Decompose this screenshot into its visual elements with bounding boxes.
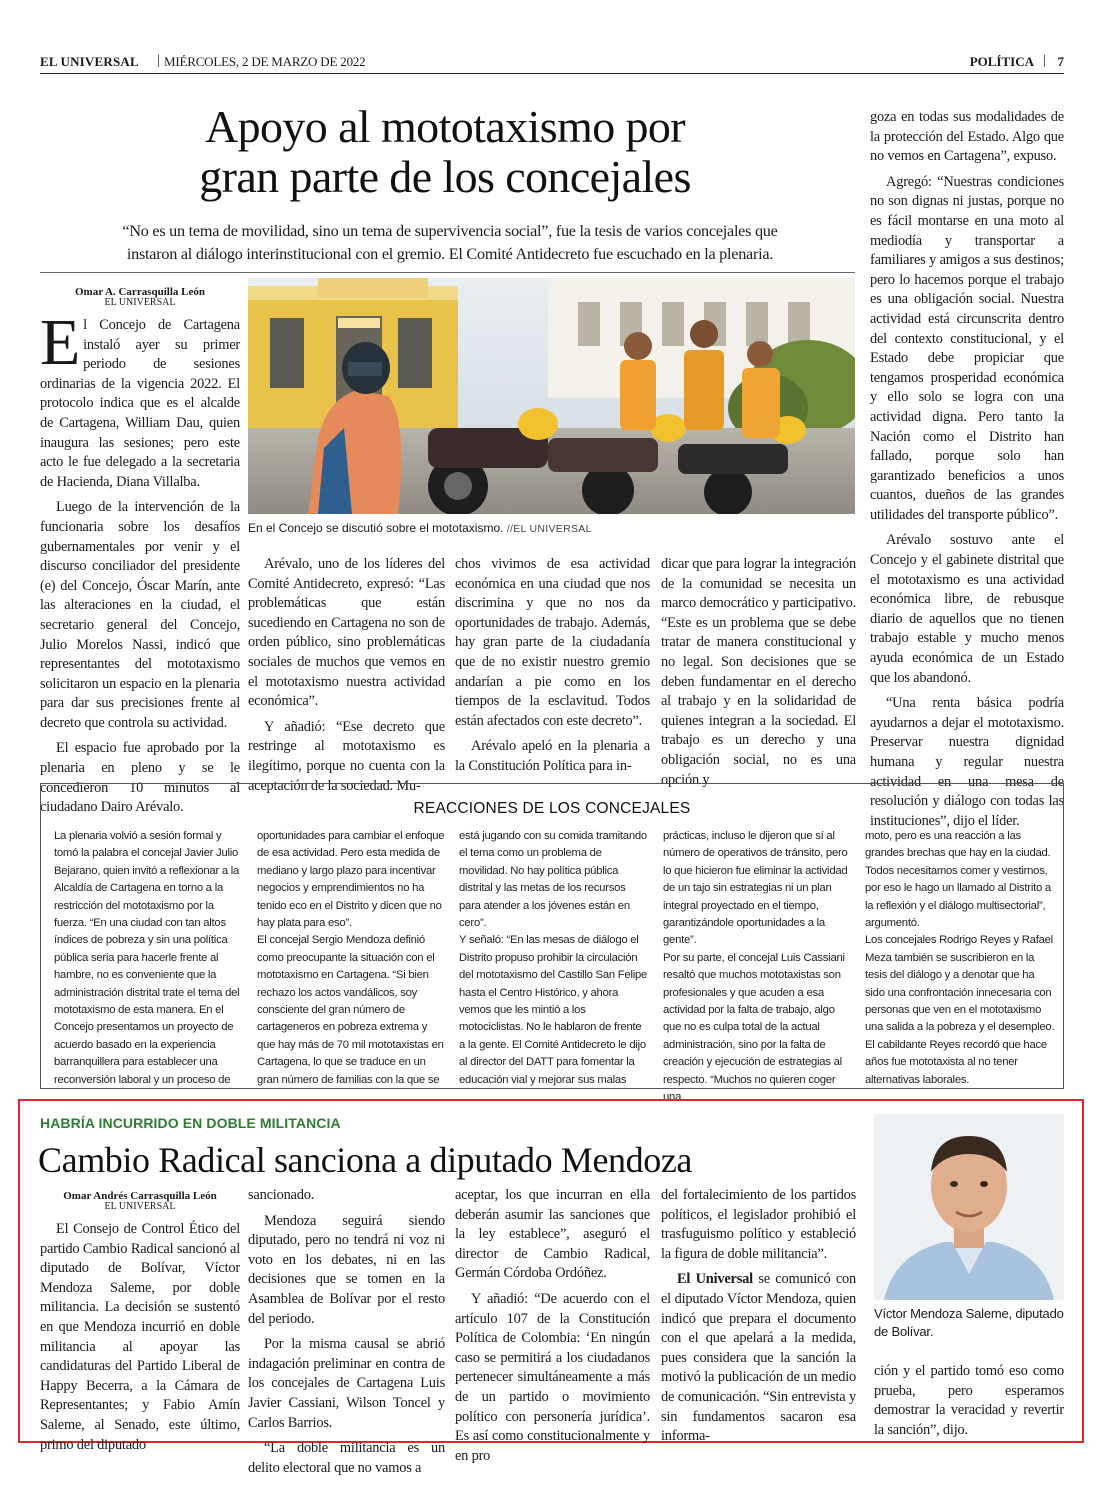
- byline-outlet: EL UNIVERSAL: [104, 297, 176, 308]
- paragraph: está jugando con su comida tramitando el tema como un problema de movilidad. No hay política pública distrital y las metas de los recursos para atender a los jóvenes están en cero”.: [459, 830, 647, 930]
- paragraph: Los concejales Rodrigo Reyes y Rafael Meza también se suscribieron en la tesis del diálogo y a denotar que ha sido una confrontación innecesaria con personas que ven en el mototaxismo una salida a la pobreza y el desempleo. El cabildante Reyes recordó que hace años fue mototaxista al no tener alternativas laborales.: [865, 934, 1055, 1086]
- reactions-column-1: [54, 828, 244, 1089]
- second-column-3: [455, 1186, 650, 1466]
- deck-line-2: instaron al diálogo interinstitucional con el gremio. El Comité Antidecreto fue escuchado en la plenaria.: [126, 245, 774, 263]
- page-header: [40, 52, 1064, 74]
- paragraph: moto, pero es una reacción a las grandes brechas que hay en la ciudad. Todos necesitamos comer y vestirnos, por eso le hago un llamado al Distrito a la reflexión y el diálogo multisectorial”, argumentó.: [865, 830, 1051, 930]
- caption-text: En el Concejo se discutió sobre el mototaxismo.: [248, 521, 504, 535]
- main-column-2: [248, 555, 445, 796]
- reactions-column-5: [865, 828, 1055, 1089]
- paragraph: “Una renta básica podría ayudarnos a dejar el mototaxismo. Preservar nuestra dignidad humana y regular nuestra actividad en una mesa de resolución y diálogo con todas las instituciones”, dijo el líder.: [870, 695, 1064, 829]
- header-divider: |: [157, 53, 160, 68]
- paragraph: Arévalo apeló en la plenaria a la Constitución Política para in-: [455, 738, 650, 774]
- paragraph: Arévalo sostuvo ante el Concejo y el gabinete distrital que el mototaxismo es una actividad económica libre, de rebusque diario de aquellos que no tienen trabajo estable y mucho menos ayuda económica de un Estado que los abandonó.: [870, 532, 1064, 686]
- diputado-portrait: [874, 1114, 1064, 1300]
- main-photo-caption: [248, 520, 855, 537]
- paragraph: El concejal Sergio Mendoza definió como preocupante la situación con el mototaxismo en Cartagena. “Si bien rechazo los actos vandálicos, soy consciente del gran número de cartageneros en pobreza extrema y que hay más de 70 mil mototaxistas en Cartagena, lo que se traduce en un gran número de familias con la que se: [257, 934, 444, 1086]
- paragraph: dicar que para lograr la integración de la comunidad se necesita un marco democrático y participativo. “Este es un problema que se debe tratar de manera constitucional y no legal. Son decisiones que se deben fundamentar en el derecho al trabajo y en la solidaridad de quienes integran a la sociedad. El trabajo es un derecho y una obligación social, no es una opción y: [661, 556, 856, 788]
- paragraph: del fortalecimiento de los partidos políticos, el legislador prohibió el trasfuguismo político y estableció la figura de doble militancia”.: [661, 1187, 856, 1262]
- byline-outlet: EL UNIVERSAL: [104, 1201, 176, 1212]
- paragraph: Agregó: “Nuestras condiciones no son dignas ni justas, porque no es fácil montarse en una moto al mediodía y transportar a familiares y amigos a sus destinos; pero lo hacemos porque el trabajo es una obligación social. Nuestra actividad está circunscrita dentro del contexto constitucional, y el Estado debe propiciar que tengamos prosperidad económica y ello solo se logra con una actividad digna. Pero tanto la Nación como el Distrito han fallado, porque solo han garantizado beneficios a unos cuantos, dueños de las grandes utilidades del transporte público”.: [870, 173, 1064, 523]
- photo-credit: //EL UNIVERSAL: [506, 523, 592, 535]
- deck-rule: [40, 272, 855, 273]
- paragraph: Luego de la intervención de la funcionaria sobre los desafíos gubernamentales por venir y el discurso conciliador del presidente (e) del Concejo, Óscar Marín, ante las alteraciones en la ciudad, el secretario general del Concejo, Julio Morelos Nassi, indicó que representantes del mototaxismo solicitaron un espacio en la plenaria para dar sus precisiones frente al decreto que controla su actividad.: [40, 499, 240, 731]
- main-headline: [40, 102, 850, 202]
- paragraph: Por su parte, el concejal Luis Cassiani resaltó que muchos mototaxistas son profesionales y que acuden a esa actividad por la falta de trabajo, algo que no es culpa total de la actual administración, sino por la falta de creación y ejecución de estrategias al respecto. “Muchos no quieren coger una: [663, 951, 845, 1104]
- byline-name: Omar A. Carrasquilla León: [75, 286, 205, 298]
- reactions-column-2: [257, 828, 448, 1089]
- headline-line-1: Apoyo al mototaxismo por: [204, 101, 686, 152]
- portrait-caption: Víctor Mendoza Saleme, diputado de Bolívar.: [874, 1306, 1064, 1339]
- second-column-5: [874, 1362, 1064, 1440]
- paragraph: goza en todas sus modalidades de la protección del Estado. Algo que no vemos en Cartagena”, expuso.: [870, 109, 1064, 165]
- main-column-5: [870, 108, 1064, 831]
- main-column-4: [661, 555, 856, 790]
- paragraph: prácticas, incluso le dijeron que sí al número de operativos de tránsito, pero lo que hicieron fue eliminar la actividad de un tajo sin estrategias ni un plan integral proyectado en el tiempo, garantizándole oportunidades a la gente”.: [663, 830, 848, 947]
- main-column-3: [455, 555, 650, 777]
- second-headline: Cambio Radical sanciona a diputado Mendoza: [38, 1140, 692, 1180]
- paragraph: La plenaria volvió a sesión formal y tomó la palabra el concejal Javier Julio Bejarano, quien invitó a reflexionar a la Alcaldía de Cartagena en torno a la restricción del mototaxismo por la fuerza. “En una ciudad con tan altos índices de pobreza y sin una política pública seria para hacerle frente al hambre, no es conveniente que la administración distrital trate el tema del mototaxismo de esta manera. En el Concejo presentamos un proyecto de acuerdo basado en la experiencia barranquillera para establecer una reconversión laboral y un proceso de: [54, 830, 240, 1086]
- reactions-title: REACCIONES DE LOS CONCEJALES: [413, 800, 691, 817]
- second-column-2: [248, 1186, 445, 1478]
- drop-cap: E: [40, 306, 81, 379]
- page-number: 7: [1057, 54, 1064, 69]
- main-byline: [40, 286, 240, 308]
- paragraph: ción y el partido tomó eso como prueba, pero esperamos demostrar la veracidad y revertir la sanción”, dijo.: [874, 1363, 1064, 1438]
- headline-line-2: gran parte de los concejales: [199, 151, 691, 202]
- paragraph: sancionado.: [248, 1187, 315, 1203]
- paragraph: El Consejo de Control Ético del partido Cambio Radical sancionó al diputado de Bolívar, Víctor Mendoza Saleme, por doble militancia. La decisión se sustentó en que Mendoza incurrió en doble militancia al apoyar las candidaturas del Partido Liberal de Happy Becerra, a la Cámara de Representantes; y Fabio Amín Saleme, al Senado, este último, primo del diputado: [40, 1221, 240, 1453]
- second-kicker: HABRÍA INCURRIDO EN DOBLE MILITANCIA: [40, 1115, 341, 1131]
- paragraph: Y añadió: “Ese decreto que restringe al mototaxismo es ilegítimo, porque no cuenta con la aceptación de la sociedad. Mu-: [248, 718, 445, 794]
- mototaxi-riders-photo: [248, 278, 855, 514]
- paragraph: Y señaló: “En las mesas de diálogo el Distrito propuso prohibir la circulación del mototaxismo del Castillo San Felipe hasta el Centro Histórico, y ahora vemos que les mintió a los motociclistas. No le hablaron de frente a la gente. El Comité Antidecreto le dijo al director del DATT para fomentar la educación vial y mejorar sus malas: [459, 934, 648, 1086]
- outlet-name: El Universal: [677, 1271, 753, 1288]
- deck-line-1: “No es un tema de movilidad, sino un tema de supervivencia social”, fue la tesis de varios concejales que: [122, 222, 778, 240]
- paragraph: aceptar, los que incurran en ella deberán asumir las sanciones que la ley establece”, aseguró el director de Cambio Radical, Germán Córdoba Ordóñez.: [455, 1187, 650, 1282]
- main-photo: [248, 278, 855, 514]
- second-byline: [40, 1190, 240, 1212]
- byline-name: Omar Andrés Carrasquilla León: [63, 1190, 217, 1202]
- section-label: POLÍTICA: [969, 54, 1034, 69]
- masthead: EL UNIVERSAL: [40, 54, 139, 69]
- paragraph: se comunicó con el diputado Víctor Mendoza, quien indicó que prepara el documento con el que apelará a la medida, pues considera que la sanción la motivó la publicación de un medio de comunicación. “Sin entrevista y sin fundamentos sacaron esa informa-: [661, 1271, 856, 1445]
- paragraph: oportunidades para cambiar el enfoque de esa actividad. Pero esta medida de mediano y largo plazo para incentivar negocios y emprendimientos no ha tenido eco en el Distrito y dicen que no hay plata para eso”.: [257, 830, 445, 930]
- reactions-column-4: [663, 828, 853, 1107]
- main-column-1: [40, 306, 240, 818]
- paragraph: Mendoza seguirá siendo diputado, pero no tendrá ni voz ni voto en los debates, ni en las decisiones que se tomen en la Asamblea de Bolívar por el resto del periodo.: [248, 1212, 445, 1327]
- paragraph: Por la misma causal se abrió indagación preliminar en contra de los concejales de Cartagena Luis Javier Cassiani, Wilson Toncel y Carlos Barrios.: [248, 1336, 445, 1431]
- lead-paragraph: l Concejo de Cartagena instaló ayer su primer periodo de sesiones ordinarias de la vigencia 2022. El protocolo indica que es el alcalde de Cartagena, William Dau, quien inaugura las sesiones; pero este acto le fue delegado a la secretaria de Hacienda, Diana Villalba.: [40, 317, 240, 490]
- paragraph: chos vivimos de esa actividad económica en una ciudad que nos discrimina y que no nos da oportunidades de trabajo. Además, hay gran parte de la ciudadanía que de no existir nuestro gremio andarían a pie como en los tiempos de la esclavitud. Todos están afectados con este decreto”.: [455, 556, 650, 729]
- paragraph: El espacio fue aprobado por la plenaria en pleno y se le concedieron 10 minutos al ciudadano Dairo Arévalo.: [40, 740, 240, 816]
- header-date: MIÉRCOLES, 2 DE MARZO DE 2022: [164, 54, 366, 69]
- paragraph: Arévalo, uno de los líderes del Comité Antidecreto, expresó: “Las problemáticas que están sucediendo en Cartagena no son de orden público, sino problemáticas sociales de muchos que vemos en el mototaxismo nuestra actividad económica”.: [248, 556, 445, 710]
- second-column-4: [661, 1186, 856, 1447]
- paragraph: Y añadió: “De acuerdo con el artículo 107 de la Constitución Política de Colombia: ‘En ningún caso se permitirá a los ciudadanos pertenecer simultáneamente a más de un partido o movimiento político con personería jurídica’. Es así como constitucionalmente y en pro: [455, 1290, 650, 1464]
- portrait-photo: [874, 1114, 1064, 1300]
- second-column-1: [40, 1220, 240, 1455]
- paragraph: “La doble militancia es un delito electoral que no vamos a: [248, 1440, 445, 1476]
- main-deck: [52, 220, 848, 266]
- header-divider-right: |: [1043, 53, 1046, 68]
- reactions-column-3: [459, 828, 650, 1089]
